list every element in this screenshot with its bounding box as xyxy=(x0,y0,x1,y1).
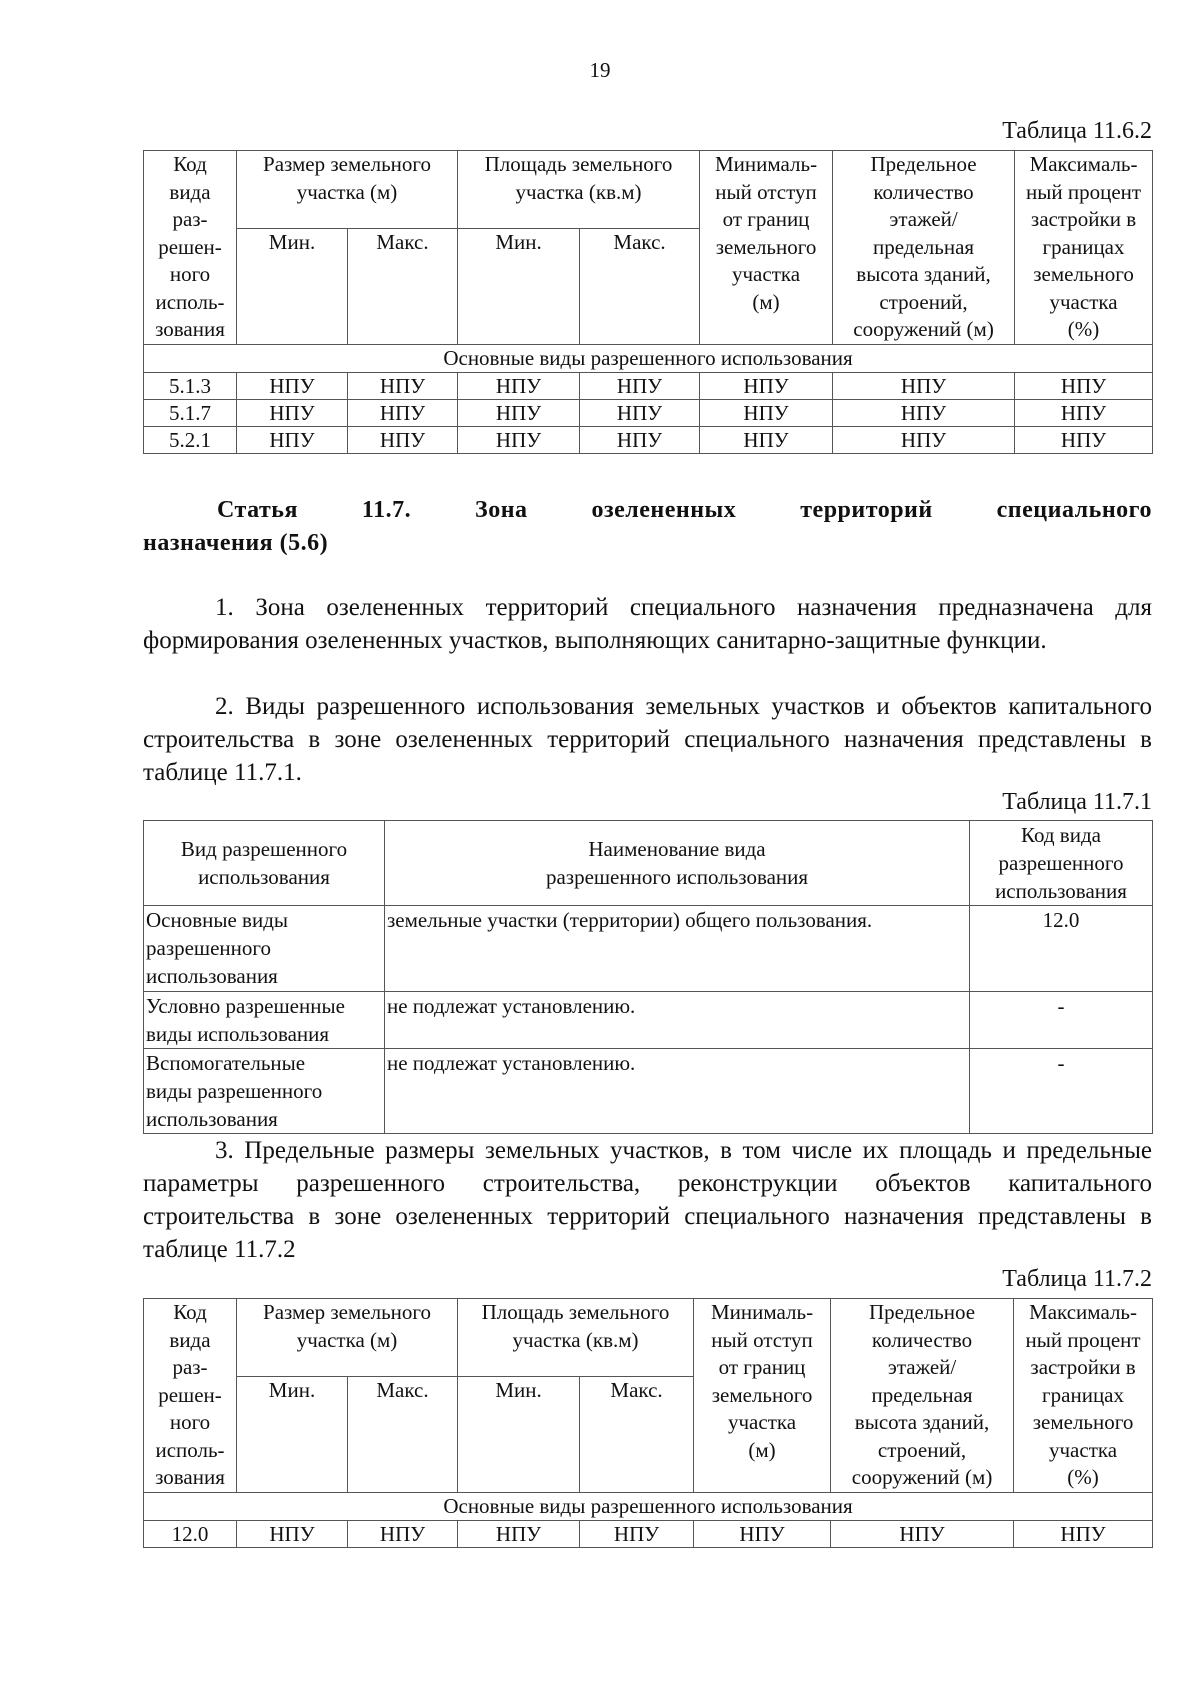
section-label: Основные виды разрешенного использования xyxy=(144,344,1153,372)
cell-value: НПУ xyxy=(700,426,833,453)
cell-code: 12.0 xyxy=(970,906,1153,992)
cell-value: НПУ xyxy=(458,1520,580,1547)
heading-word: специального xyxy=(996,497,1152,523)
table-11-7-2 xyxy=(143,1298,1153,1548)
paragraph-3: 3. Предельные размеры земельных участков, в том числе их площадь и предельные параметры разрешенного строительства, реконструкции объектов капитального строительства в зоне озелененных территорий специального назначения представлены в таблице 11.7.2 xyxy=(143,1137,1152,1263)
heading-word: территорий xyxy=(800,497,933,523)
header-size-max: Макс. xyxy=(348,1376,458,1492)
table-row xyxy=(144,906,1153,992)
header-code: Код вида раз- решен- ного исполь- зования xyxy=(144,151,237,345)
cell-name: не подлежат установлению. xyxy=(385,1049,970,1134)
header-area-max: Макс. xyxy=(580,1376,694,1492)
header-name: Наименование вида разрешенного использования xyxy=(385,821,970,906)
table-row xyxy=(144,372,1153,399)
paragraph-1: 1. Зона озелененных территорий специального назначения предназначена для формирования озелененных участков, выполняющих санитарно-защитные функции. xyxy=(143,594,1152,654)
article-heading xyxy=(143,494,1152,560)
cell-value: НПУ xyxy=(1014,1520,1153,1547)
table-row xyxy=(144,992,1153,1049)
table-row xyxy=(144,426,1153,453)
cell-kind: Вспомогательные виды разрешенного использования xyxy=(144,1049,385,1134)
heading-word: Статья xyxy=(217,497,298,523)
cell-value: НПУ xyxy=(348,372,458,399)
heading-line-2: назначения (5.6) xyxy=(143,530,329,556)
header-floors: Предельное количество этажей/ предельная высота зданий, строений, сооружений (м) xyxy=(831,1299,1014,1493)
cell-value: НПУ xyxy=(1015,399,1153,426)
header-floors: Предельное количество этажей/ предельная высота зданий, строений, сооружений (м) xyxy=(833,151,1015,345)
cell-value: НПУ xyxy=(580,399,700,426)
cell-name: не подлежат установлению. xyxy=(385,992,970,1049)
header-size-max: Макс. xyxy=(348,228,458,344)
cell-value: НПУ xyxy=(580,426,700,453)
cell-value: НПУ xyxy=(700,372,833,399)
table-row xyxy=(144,399,1153,426)
table-11-7-1 xyxy=(143,820,1153,1134)
heading-word: 11.7. xyxy=(361,497,412,523)
header-kind: Вид разрешенного использования xyxy=(144,821,385,906)
section-row xyxy=(144,1492,1153,1520)
cell-code: 5.1.7 xyxy=(144,399,237,426)
header-size: Размер земельного участка (м) xyxy=(237,1299,458,1377)
cell-value: НПУ xyxy=(833,399,1015,426)
heading-line-1 xyxy=(143,494,1152,527)
cell-value: НПУ xyxy=(458,372,580,399)
header-setback: Минималь- ный отступ от границ земельного участка (м) xyxy=(694,1299,831,1493)
paragraph-2: 2. Виды разрешенного использования земельных участков и объектов капитального строительства в зоне озелененных территорий специального назначения представлены в таблице 11.7.1. xyxy=(143,693,1152,786)
cell-value: НПУ xyxy=(237,426,348,453)
cell-value: НПУ xyxy=(237,399,348,426)
cell-value: НПУ xyxy=(580,1520,694,1547)
header-coverage: Максималь- ный процент застройки в границах земельного участка (%) xyxy=(1014,1299,1153,1493)
table-11-6-2 xyxy=(143,150,1153,454)
header-coverage: Максималь- ный процент застройки в границах земельного участка (%) xyxy=(1015,151,1153,345)
cell-code: - xyxy=(970,992,1153,1049)
cell-value: НПУ xyxy=(237,372,348,399)
table-row xyxy=(144,1520,1153,1547)
section-row xyxy=(144,344,1153,372)
header-area: Площадь земельного участка (кв.м) xyxy=(458,1299,694,1377)
cell-value: НПУ xyxy=(1015,372,1153,399)
cell-kind: Основные виды разрешенного использования xyxy=(144,906,385,992)
header-code: Код вида раз- решен- ного исполь- зования xyxy=(144,1299,237,1493)
cell-value: НПУ xyxy=(694,1520,831,1547)
header-area-min: Мин. xyxy=(458,228,580,344)
header-area-min: Мин. xyxy=(458,1376,580,1492)
header-size-min: Мин. xyxy=(237,1376,348,1492)
cell-value: НПУ xyxy=(833,372,1015,399)
header-setback: Минималь- ный отступ от границ земельного участка (м) xyxy=(700,151,833,345)
cell-value: НПУ xyxy=(458,399,580,426)
section-label: Основные виды разрешенного использования xyxy=(144,1492,1153,1520)
header-size: Размер земельного участка (м) xyxy=(237,151,458,229)
heading-word: Зона xyxy=(475,497,528,523)
cell-value: НПУ xyxy=(831,1520,1014,1547)
table-caption: Таблица 11.7.2 xyxy=(1002,1266,1152,1292)
header-size-min: Мин. xyxy=(237,228,348,344)
cell-kind: Условно разрешенные виды использования xyxy=(144,992,385,1049)
table-caption: Таблица 11.7.1 xyxy=(1002,789,1152,815)
cell-name: земельные участки (территории) общего пользования. xyxy=(385,906,970,992)
cell-value: НПУ xyxy=(580,372,700,399)
header-code: Код вида разрешенного использования xyxy=(970,821,1153,906)
cell-value: НПУ xyxy=(348,1520,458,1547)
cell-value: НПУ xyxy=(1015,426,1153,453)
header-area: Площадь земельного участка (кв.м) xyxy=(458,151,700,229)
table-caption: Таблица 11.6.2 xyxy=(1002,118,1152,144)
header-area-max: Макс. xyxy=(580,228,700,344)
cell-value: НПУ xyxy=(458,426,580,453)
page-number: 19 xyxy=(589,58,611,82)
cell-value: НПУ xyxy=(700,399,833,426)
cell-value: НПУ xyxy=(833,426,1015,453)
cell-value: НПУ xyxy=(348,399,458,426)
cell-code: 5.2.1 xyxy=(144,426,237,453)
heading-word: озелененных xyxy=(591,497,737,523)
cell-code: 12.0 xyxy=(144,1520,237,1547)
cell-value: НПУ xyxy=(237,1520,348,1547)
cell-code: - xyxy=(970,1049,1153,1134)
cell-code: 5.1.3 xyxy=(144,372,237,399)
table-row xyxy=(144,1049,1153,1134)
cell-value: НПУ xyxy=(348,426,458,453)
